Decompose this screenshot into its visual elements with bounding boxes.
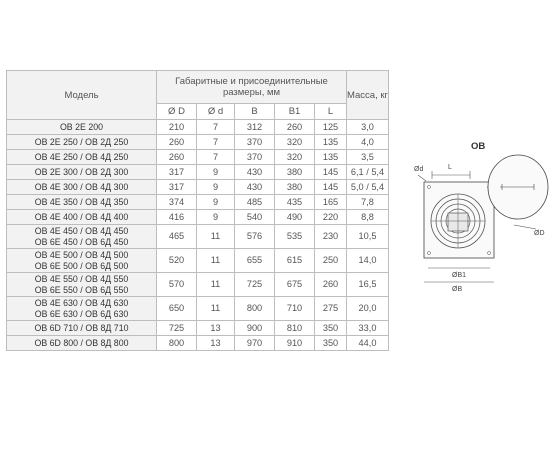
model-name: OB 2E 250 / OB 2Д 250 <box>34 136 129 147</box>
value-cell: 14,0 <box>347 249 389 273</box>
model-name: OB 6D 710 / OB 8Д 710 <box>34 322 129 333</box>
model-cell <box>7 195 157 210</box>
value-cell: 7,8 <box>347 195 389 210</box>
model-name: OB 2E 300 / OB 2Д 300 <box>34 166 129 177</box>
model-name: OB 6E 500 / OB 6Д 500 <box>34 260 129 271</box>
value-cell: 535 <box>275 225 315 249</box>
value-cell: 145 <box>315 165 347 180</box>
label-hole-diameter: Ød <box>414 166 424 173</box>
side-view-disc <box>488 155 548 219</box>
col-width-b: B <box>235 104 275 120</box>
value-cell: 570 <box>157 273 197 297</box>
value-cell: 3,0 <box>347 120 389 135</box>
table-row <box>7 249 389 273</box>
value-cell: 416 <box>157 210 197 225</box>
value-cell: 260 <box>157 150 197 165</box>
value-cell: 3,5 <box>347 150 389 165</box>
value-cell: 230 <box>315 225 347 249</box>
fan-diagram <box>410 135 550 295</box>
table-row <box>7 336 389 351</box>
model-cell <box>7 165 157 180</box>
value-cell: 370 <box>235 135 275 150</box>
value-cell: 655 <box>235 249 275 273</box>
col-outer-diameter: Ø D <box>157 104 197 120</box>
model-name: OB 6E 550 / OB 6Д 550 <box>34 284 129 295</box>
model-name: OB 4E 350 / OB 4Д 350 <box>34 196 129 207</box>
model-cell <box>7 150 157 165</box>
value-cell: 9 <box>197 165 235 180</box>
model-cell <box>7 273 157 297</box>
value-cell: 615 <box>275 249 315 273</box>
value-cell: 380 <box>275 180 315 195</box>
value-cell: 650 <box>157 297 197 321</box>
value-cell: 317 <box>157 180 197 195</box>
value-cell: 374 <box>157 195 197 210</box>
value-cell: 725 <box>235 273 275 297</box>
value-cell: 5,0 / 5,4 <box>347 180 389 195</box>
value-cell: 10,5 <box>347 225 389 249</box>
table-row <box>7 120 389 135</box>
value-cell: 710 <box>275 297 315 321</box>
model-cell <box>7 297 157 321</box>
value-cell: 9 <box>197 195 235 210</box>
model-cell <box>7 135 157 150</box>
value-cell: 576 <box>235 225 275 249</box>
value-cell: 810 <box>275 321 315 336</box>
value-cell: 11 <box>197 225 235 249</box>
value-cell: 44,0 <box>347 336 389 351</box>
table-body <box>7 120 389 351</box>
value-cell: 430 <box>235 180 275 195</box>
value-cell: 317 <box>157 165 197 180</box>
diagram-title: OB <box>471 141 486 152</box>
table-row <box>7 195 389 210</box>
value-cell: 540 <box>235 210 275 225</box>
model-name: OB 2E 200 <box>59 121 104 132</box>
value-cell: 6,1 / 5,4 <box>347 165 389 180</box>
value-cell: 165 <box>315 195 347 210</box>
table-row <box>7 180 389 195</box>
value-cell: 725 <box>157 321 197 336</box>
value-cell: 145 <box>315 180 347 195</box>
header-model: Модель <box>7 71 157 120</box>
model-name: OB 6D 800 / OB 8Д 800 <box>34 337 129 348</box>
value-cell: 8,8 <box>347 210 389 225</box>
table-row <box>7 273 389 297</box>
value-cell: 7 <box>197 120 235 135</box>
col-width-b1: B1 <box>275 104 315 120</box>
model-name: OB 4E 250 / OB 4Д 250 <box>34 151 129 162</box>
value-cell: 465 <box>157 225 197 249</box>
value-cell: 4,0 <box>347 135 389 150</box>
value-cell: 20,0 <box>347 297 389 321</box>
label-length: L <box>448 164 452 171</box>
value-cell: 250 <box>315 249 347 273</box>
value-cell: 320 <box>275 150 315 165</box>
value-cell: 275 <box>315 297 347 321</box>
model-cell <box>7 321 157 336</box>
model-cell <box>7 180 157 195</box>
model-cell <box>7 210 157 225</box>
label-width-b1: ØB1 <box>452 272 467 279</box>
value-cell: 33,0 <box>347 321 389 336</box>
value-cell: 9 <box>197 210 235 225</box>
model-cell <box>7 225 157 249</box>
value-cell: 350 <box>315 336 347 351</box>
col-length-l: L <box>315 104 347 120</box>
specification-table <box>6 70 389 351</box>
value-cell: 135 <box>315 135 347 150</box>
value-cell: 11 <box>197 273 235 297</box>
model-name: OB 4E 500 / OB 4Д 500 <box>34 249 129 260</box>
model-name: OB 6E 450 / OB 6Д 450 <box>34 236 129 247</box>
value-cell: 135 <box>315 150 347 165</box>
value-cell: 900 <box>235 321 275 336</box>
value-cell: 13 <box>197 321 235 336</box>
value-cell: 312 <box>235 120 275 135</box>
value-cell: 800 <box>157 336 197 351</box>
value-cell: 260 <box>157 135 197 150</box>
value-cell: 7 <box>197 150 235 165</box>
model-cell <box>7 249 157 273</box>
header-mass: Масса, кг <box>347 71 389 120</box>
table-row <box>7 165 389 180</box>
value-cell: 220 <box>315 210 347 225</box>
value-cell: 490 <box>275 210 315 225</box>
value-cell: 370 <box>235 150 275 165</box>
model-cell <box>7 336 157 351</box>
label-width-b: ØB <box>452 286 463 293</box>
value-cell: 350 <box>315 321 347 336</box>
value-cell: 125 <box>315 120 347 135</box>
model-name: OB 4E 630 / OB 4Д 630 <box>34 297 129 308</box>
value-cell: 430 <box>235 165 275 180</box>
value-cell: 210 <box>157 120 197 135</box>
value-cell: 520 <box>157 249 197 273</box>
table-row <box>7 321 389 336</box>
model-name: OB 6E 630 / OB 6Д 630 <box>34 308 129 319</box>
model-name: OB 4E 550 / OB 4Д 550 <box>34 273 129 284</box>
value-cell: 320 <box>275 135 315 150</box>
model-cell <box>7 120 157 135</box>
table-row <box>7 135 389 150</box>
value-cell: 13 <box>197 336 235 351</box>
value-cell: 380 <box>275 165 315 180</box>
model-name: OB 4E 300 / OB 4Д 300 <box>34 181 129 192</box>
model-name: OB 4E 400 / OB 4Д 400 <box>34 211 129 222</box>
value-cell: 11 <box>197 249 235 273</box>
col-hole-diameter: Ø d <box>197 104 235 120</box>
value-cell: 9 <box>197 180 235 195</box>
value-cell: 675 <box>275 273 315 297</box>
value-cell: 435 <box>275 195 315 210</box>
value-cell: 260 <box>275 120 315 135</box>
value-cell: 7 <box>197 135 235 150</box>
value-cell: 800 <box>235 297 275 321</box>
value-cell: 485 <box>235 195 275 210</box>
model-name: OB 4E 450 / OB 4Д 450 <box>34 225 129 236</box>
value-cell: 11 <box>197 297 235 321</box>
value-cell: 910 <box>275 336 315 351</box>
label-outer-diameter: ØD <box>534 230 545 237</box>
header-dimensions: Габаритные и присоединительные размеры, мм <box>157 71 347 104</box>
table-row <box>7 297 389 321</box>
table-row <box>7 210 389 225</box>
value-cell: 260 <box>315 273 347 297</box>
table-row <box>7 150 389 165</box>
value-cell: 970 <box>235 336 275 351</box>
value-cell: 16,5 <box>347 273 389 297</box>
table-row <box>7 225 389 249</box>
